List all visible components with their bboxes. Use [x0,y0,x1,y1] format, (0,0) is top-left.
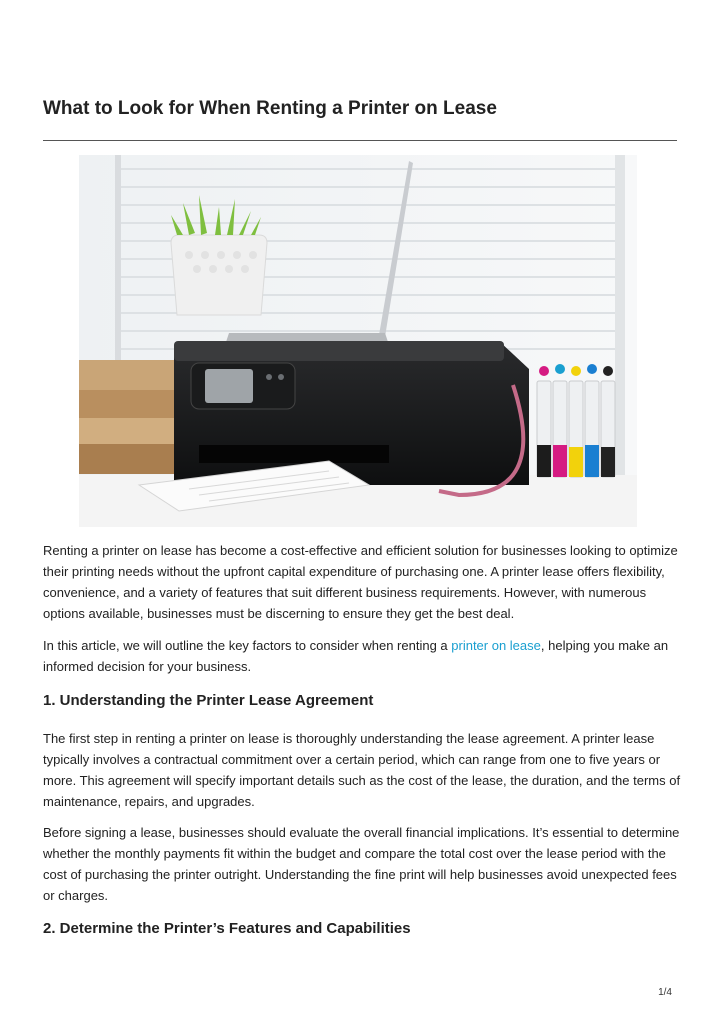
title-divider [43,140,677,141]
hero-image-printer [79,155,637,527]
intro-paragraph: Renting a printer on lease has become a cost-effective and efficient solution for businesses looking to optimize their printing needs without the upfront capital expenditure of purchasing one. A printer lease offers flexibility, convenience, and a variety of features that suit different business requirements. However, with numerous options available, businesses must be discerning to ensure they get the best deal. [43,543,678,621]
section-1-heading: 1. Understanding the Printer Lease Agreement [43,692,374,709]
outline-text-after-link: , helping you make an informed decision for your business. [43,638,669,674]
section-1-paragraph-1: The first step in renting a printer on lease is thoroughly understanding the lease agreement. A printer lease typically involves a contractual commitment over a certain period, which can range from one to five years or more. This agreement will specify important details such as the cost of the lease, the duration, and the terms of maintenance, repairs, and upgrades. [43,731,681,809]
printer-on-lease-link[interactable]: printer on lease [451,638,541,653]
document-title: What to Look for When Renting a Printer on Lease [43,98,497,119]
section-2-heading: 2. Determine the Printer’s Features and Capabilities [43,920,411,937]
section-1-paragraph-2: Before signing a lease, businesses should evaluate the overall financial implications. It’s essential to determine whether the monthly payments fit within the budget and compare the total cost over the lease period with the cost of purchasing the printer outright. Understanding the fine print will help businesses avoid unexpected fees or charges. [43,825,680,903]
outline-text-before-link: In this article, we will outline the key factors to consider when renting a [43,638,452,653]
outline-paragraph [43,635,683,677]
page-indicator: 1/4 [658,987,672,998]
